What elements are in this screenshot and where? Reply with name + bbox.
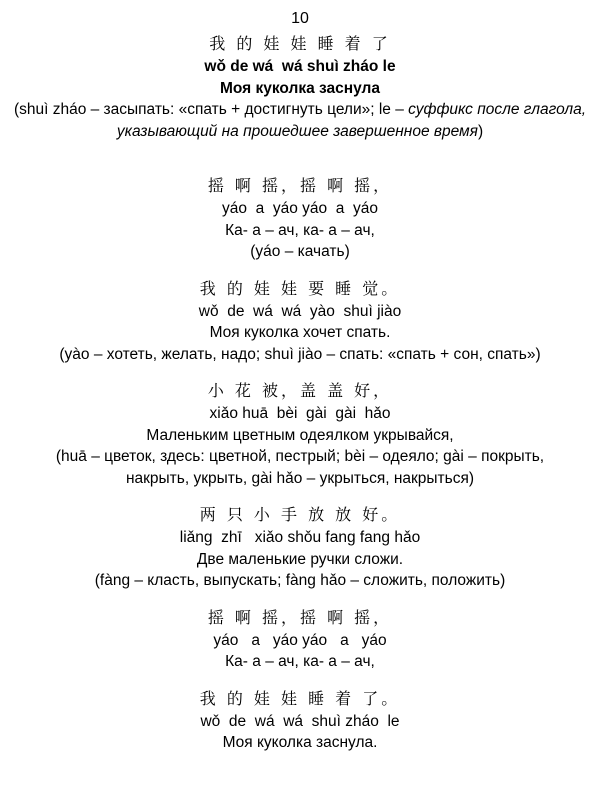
- stanza-pinyin: wǒ de wá wá yào shuì jiào: [198, 302, 402, 320]
- stanza: [0, 174, 600, 263]
- stanza-russian: Моя куколка хочет спать.: [209, 324, 391, 341]
- stanza-note: накрыть, укрыть, gài hǎo – укрыться, накрыться): [125, 469, 475, 487]
- stanza-hanzi: 摇 啊 摇，摇 啊 摇，: [207, 176, 393, 195]
- stanza-hanzi: 摇 啊 摇，摇 啊 摇，: [207, 607, 393, 627]
- stanza-russian: Моя куколка заснула.: [222, 734, 378, 751]
- title-note-italic: суффикс после глагола, указывающий на прошедшее завершенное время: [116, 101, 587, 140]
- stanza-pinyin: wǒ de wá wá shuì zháo le: [200, 712, 400, 730]
- stanza-russian: Ка- а – ач, ка- а – ач,: [225, 221, 375, 239]
- stanza-hanzi: 两 只 小 手 放 放 好。: [199, 505, 401, 524]
- title-note: [0, 99, 600, 142]
- stanza-pinyin: liǎng zhī xiǎo shǒu fang fang hǎo: [179, 529, 421, 546]
- page-number: 10: [291, 10, 309, 27]
- stanza: [0, 503, 600, 592]
- stanza-russian: Ка- а – ач, ка- а – ач,: [225, 653, 375, 670]
- stanza-hanzi: 我 的 娃 娃 要 睡 觉。: [199, 278, 401, 298]
- stanza-pinyin: yáo a yáo yáo a yáo: [222, 200, 378, 217]
- title-note-text: (shuì zháo – засыпать: «спать + достигнуть цели»; le –: [13, 101, 409, 118]
- stanza-note: (huā – цветок, здесь: цветной, пестрый; bèi – одеяло; gài – покрыть,: [55, 448, 545, 465]
- stanza-note: (fàng – класть, выпускать; fàng hǎo – сложить, положить): [94, 572, 506, 589]
- stanza-hanzi: 小 花 被，盖 盖 好，: [207, 381, 393, 400]
- stanza-note: (yào – хотеть, желать, надо; shuì jiào – спать: «спать + сон, спать»): [59, 345, 541, 363]
- stanza-russian: Две маленькие ручки сложи.: [196, 550, 404, 568]
- stanza: [0, 277, 600, 366]
- stanza-pinyin: yáo a yáo yáo a yáo: [213, 631, 387, 649]
- title-pinyin: wǒ de wá wá shuì zháo le: [204, 58, 396, 75]
- stanza-pinyin: xiǎo huā bèi gài gài hǎo: [209, 405, 391, 422]
- stanza: [0, 606, 600, 673]
- title-block: [0, 32, 600, 142]
- stanza-hanzi: 我 的 娃 娃 睡 着 了。: [199, 688, 401, 708]
- title-note-close: ): [477, 122, 484, 140]
- stanza-russian: Маленьким цветным одеялком укрывайся,: [146, 426, 454, 444]
- stanza-note: (yáo – качать): [250, 243, 350, 260]
- title-hanzi: 我 的 娃 娃 睡 着 了: [209, 34, 391, 53]
- stanza: [0, 379, 600, 489]
- stanza: [0, 687, 600, 754]
- title-russian: Моя куколка заснула: [219, 79, 381, 97]
